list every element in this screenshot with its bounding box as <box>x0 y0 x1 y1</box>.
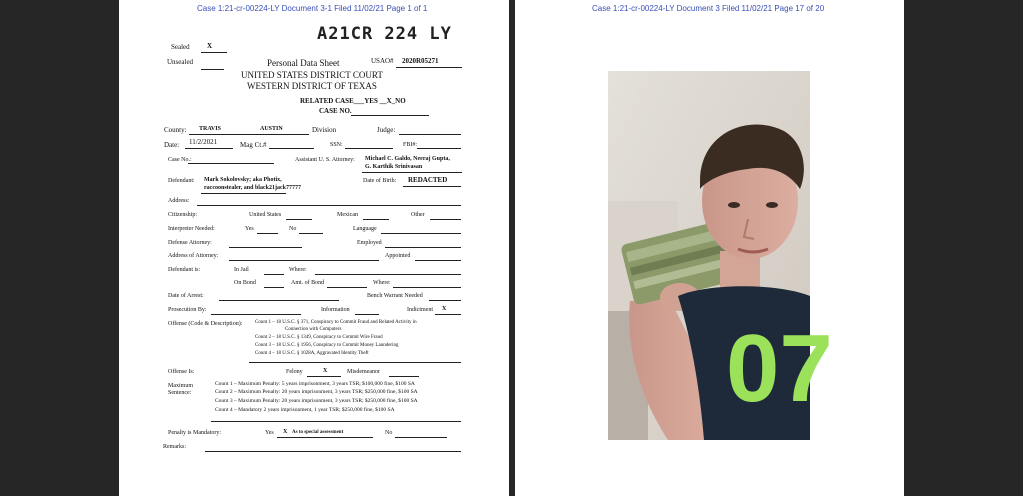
defendant-photo <box>608 71 833 440</box>
county-value-2: AUSTIN <box>260 126 283 132</box>
page2-case-header: Case 1:21-cr-00224-LY Document 3 Filed 11/02/21 Page 17 of 20 <box>592 4 825 13</box>
dob-label: Date of Birth: <box>363 178 397 184</box>
offense-count-line: Count 4 – 18 U.S.C. § 1028A, Aggravated Identity Theft <box>255 351 369 356</box>
felony-line <box>307 376 341 377</box>
defense-attorney-label: Defense Attorney: <box>168 240 212 246</box>
offense-count-line: Connection with Computers <box>285 327 342 332</box>
misdemeanor-line <box>389 376 419 377</box>
ssn-label: SSN: <box>330 142 343 148</box>
bench-warrant-line <box>429 300 461 301</box>
penalty-line: Count 3 – Maximum Penalty: 20 years imprisonment, 3 years TSR; $250,000 fine, $100 SA <box>215 398 418 404</box>
felony-value: X <box>323 368 328 374</box>
cit-us-label: United States <box>249 212 282 218</box>
county-line <box>189 134 309 135</box>
max-sentence-label: Maximum <box>168 383 193 389</box>
interpreter-label: Interpreter Needed: <box>168 226 215 232</box>
personal-data-sheet-page <box>119 0 509 496</box>
appointed-line <box>415 260 461 261</box>
offense-is-label: Offense Is: <box>168 369 195 375</box>
offense-count-line: Count 2 – 18 U.S.C. § 1349, Conspiracy to Commit Wire Fraud <box>255 335 383 340</box>
interp-yes-label: Yes <box>245 226 254 232</box>
unsealed-line <box>201 69 224 70</box>
indictment-label: Indictment <box>407 307 433 313</box>
division-label: Division <box>312 126 337 134</box>
date-label: Date: <box>164 141 180 149</box>
where2-label: Where: <box>373 280 391 286</box>
attorney-address-label: Address of Attorney: <box>168 253 219 259</box>
defendant-photo-image <box>608 71 833 440</box>
pm-no-line <box>395 437 447 438</box>
unsealed-label: Unsealed <box>167 58 194 66</box>
arrest-date-label: Date of Arrest: <box>168 293 204 299</box>
defense-attorney-line <box>229 247 302 248</box>
penalty-line: Count 1 – Maximum Penalty: 5 years imprisonment, 3 years TSR; $100,000 fine, $100 SA <box>215 381 415 387</box>
case-number-stamp: A21CR 224 LY <box>317 24 452 44</box>
pm-no-label: No <box>385 430 393 436</box>
cit-mexican-label: Mexican <box>337 212 358 218</box>
where-line <box>315 274 461 275</box>
amt-bond-label: Amt. of Bond <box>291 280 325 286</box>
dob-line <box>403 186 461 187</box>
prosecution-line <box>211 314 301 315</box>
ausa-value: Michael C. Galdo, Neeraj Gupta, <box>365 156 450 162</box>
interp-yes-line <box>257 233 278 234</box>
sheet-title: Personal Data Sheet <box>267 58 340 68</box>
shirt-print: 07 <box>726 315 833 422</box>
cit-other-line <box>430 219 461 220</box>
cit-us-line <box>286 219 312 220</box>
employed-line <box>385 247 461 248</box>
where-label: Where: <box>289 267 307 273</box>
remarks-line <box>205 451 461 452</box>
offense-count-line: Count 3 – 18 U.S.C. § 1956, Conspiracy to Commit Money Laundering <box>255 343 399 348</box>
defendant-value: Mark Sokolovsky; aka Photix, <box>204 177 282 183</box>
fbi-line <box>417 148 461 149</box>
judge-line <box>399 134 461 135</box>
in-jail-line <box>264 274 284 275</box>
amt-bond-line <box>327 287 367 288</box>
county-label: County: <box>164 126 187 134</box>
defendant-line <box>201 193 286 194</box>
in-jail-label: In Jail <box>234 267 249 273</box>
cit-mexican-line <box>363 219 389 220</box>
attorney-address-line <box>229 260 379 261</box>
ausa-label: Assistant U. S. Attorney: <box>295 157 355 163</box>
misdemeanor-label: Misdemeanor <box>347 369 380 375</box>
prosecution-label: Prosecution By: <box>168 307 207 313</box>
arrest-date-line <box>219 300 339 301</box>
penalty-line-rule <box>211 421 461 422</box>
on-bond-line <box>264 287 284 288</box>
county-value: TRAVIS <box>199 126 221 132</box>
penalty-line: Count 4 – Mandatory 2 years imprisonment, 1 year TSR; $250,000 fine, $100 SA <box>215 407 395 413</box>
information-label: Information <box>321 307 350 313</box>
magct-label: Mag Ct.# <box>240 141 267 149</box>
ausa-line <box>362 172 462 173</box>
ausa-value-2: G. Karthik Srinivasan <box>365 164 423 170</box>
defendant-label: Defendant: <box>168 178 195 184</box>
magct-line <box>269 148 314 149</box>
sealed-label: Sealed <box>171 43 190 51</box>
address-line <box>197 205 461 206</box>
pm-yes-label: Yes <box>265 430 274 436</box>
information-line <box>355 314 379 315</box>
sealed-line <box>201 52 227 53</box>
address-label: Address: <box>168 198 190 204</box>
pm-value: As to special assessment <box>292 430 344 435</box>
date-line <box>185 148 233 149</box>
employed-label: Employed <box>357 240 382 246</box>
interp-no-line <box>299 233 323 234</box>
citizenship-label: Citizenship: <box>168 212 197 218</box>
page1-case-header: Case 1:21-cr-00224-LY Document 3-1 Filed 11/02/21 Page 1 of 1 <box>197 4 428 13</box>
bench-warrant-label: Bench Warrant Needed <box>367 293 423 299</box>
dob-value: REDACTED <box>408 176 448 184</box>
where2-line <box>393 287 461 288</box>
pm-x-value: X <box>283 429 288 435</box>
sealed-value: X <box>207 42 213 50</box>
related-case: RELATED CASE___YES __X_NO <box>300 97 406 105</box>
defendant-is-label: Defendant is: <box>168 267 201 273</box>
appointed-label: Appointed <box>385 253 411 259</box>
court-district: WESTERN DISTRICT OF TEXAS <box>247 81 377 91</box>
usao-line <box>396 67 462 68</box>
case-no-line <box>351 115 429 116</box>
indictment-line <box>435 314 461 315</box>
exhibit-photo-page <box>515 0 904 496</box>
court-name: UNITED STATES DISTRICT COURT <box>241 70 383 80</box>
language-line <box>381 233 461 234</box>
remarks-label: Remarks: <box>163 444 186 450</box>
ssn-line <box>345 148 393 149</box>
pm-yes-line <box>277 437 373 438</box>
interp-no-label: No <box>289 226 297 232</box>
offense-count-line: Count 1 – 18 U.S.C. § 371, Conspiracy to Commit Fraud and Related Activity in <box>255 320 417 325</box>
caseno-line <box>188 163 274 164</box>
penalty-line: Count 2 – Maximum Penalty: 20 years imprisonment, 3 years TSR; $250,000 fine, $100 SA <box>215 389 418 395</box>
fbi-label: FBI#: <box>403 142 418 148</box>
usao-value: 2020R05271 <box>402 57 439 65</box>
caseno-label: Case No.: <box>168 157 192 163</box>
defendant-value-2: raccoonstealer, and black21jack77777 <box>204 185 301 191</box>
indictment-value: X <box>442 306 447 312</box>
offense-label: Offense (Code & Description): <box>168 321 243 327</box>
offense-line <box>249 362 461 363</box>
cit-other-label: Other <box>411 212 425 218</box>
penalty-mandatory-label: Penalty is Mandatory: <box>168 430 221 436</box>
felony-label: Felony <box>286 369 303 375</box>
usao-label: USAO# <box>371 57 394 65</box>
case-no-label: CASE NO. <box>319 107 352 115</box>
on-bond-label: On Bond <box>234 280 256 286</box>
max-sentence-label-2: Sentence: <box>168 390 192 396</box>
judge-label: Judge: <box>377 126 396 134</box>
date-value: 11/2/2021 <box>189 138 218 146</box>
language-label: Language <box>353 226 377 232</box>
